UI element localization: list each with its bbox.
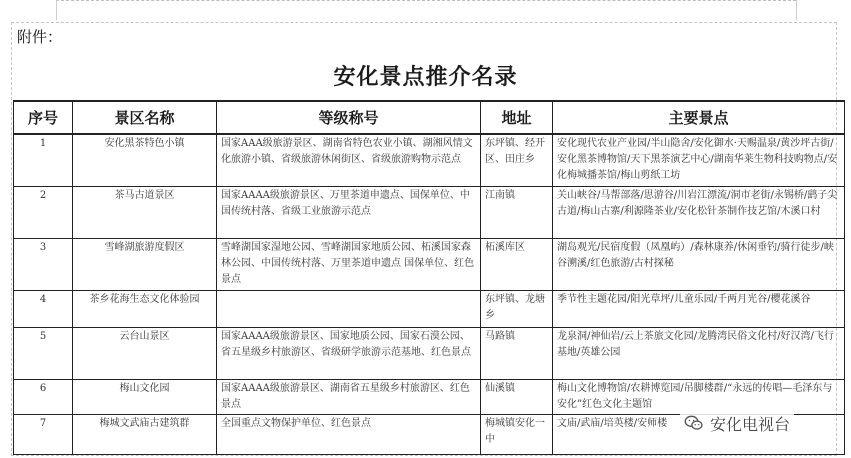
column-header-attractions: 主要景点 — [553, 101, 845, 134]
page-crop-line — [56, 0, 796, 1]
crop-mark-left — [56, 0, 57, 20]
attractions-table — [13, 100, 845, 455]
cell-grade — [217, 290, 481, 327]
cell-no: 4 — [14, 290, 73, 327]
channel-watermark — [680, 412, 794, 434]
cell-attractions: 季节性主题花园/阳光草坪/儿童乐园/千两月光谷/樱花溪谷 — [553, 290, 845, 327]
cell-attractions: 湖岛观光/民宿度假（凤凰屿）/森林康养/休闲垂钓/骑行徒步/峡谷溯溪/红色旅游/古村探秘 — [553, 238, 845, 290]
cell-attractions: 梅山文化博物馆/农耕博览园/吊脚楼群/“永远的传唱—毛泽东与安化”红色文化主题馆 — [553, 379, 845, 414]
watermark-text: 安化电视台 — [710, 414, 791, 434]
table-header-row — [14, 101, 845, 134]
column-header-no: 序号 — [14, 101, 73, 134]
cell-attractions: 龙泉洞/神仙岩/云上茶旅文化园/龙腾湾民俗文化村/好汉湾/飞行基地/英雄公园 — [553, 327, 845, 379]
cell-name: 云台山景区 — [73, 327, 217, 379]
table-row — [14, 238, 845, 290]
cell-name: 雪峰湖旅游度假区 — [73, 238, 217, 290]
cell-grade: 国家AAAA级旅游景区、湖南省五星级乡村旅游区、红色景点 — [217, 379, 481, 414]
cell-address: 柘溪库区 — [481, 238, 553, 290]
cell-no: 6 — [14, 379, 73, 414]
cell-address: 东坪镇、经开区、田庄乡 — [481, 134, 553, 186]
cell-no: 1 — [14, 134, 73, 186]
cell-attractions: 文庙/武庙/培英楼/安师楼 — [553, 414, 845, 454]
crop-mark-right — [796, 0, 797, 20]
cell-grade: 国家AAAA级旅游景区、国家地质公园、国家石漠公园、省五星级乡村旅游区、省级研学旅游示范基地、红色景点 — [217, 327, 481, 379]
table-row — [14, 290, 845, 327]
cell-no: 7 — [14, 414, 73, 454]
cell-address: 梅城镇安化一中 — [481, 414, 553, 454]
cell-name: 梅山文化园 — [73, 379, 217, 414]
cell-attractions: 安化现代农业产业园/半山隐舍/安化御水·天赐温泉/黄沙坪古街/安化黑茶博物馆/天下黑茶演艺中心/湖南华莱生物科技购物点/安化梅城播茶馆/梅山剪纸工坊 — [553, 134, 845, 186]
cell-grade: 国家AAA级旅游景区、湖南省特色农业小镇、湖湘风情文化旅游小镇、省级旅游休闲街区、省级旅游购物示范点 — [217, 134, 481, 186]
cell-name: 茶乡花海生态文化体验园 — [73, 290, 217, 327]
cell-grade: 全国重点文物保护单位、红色景点 — [217, 414, 481, 454]
cell-no: 3 — [14, 238, 73, 290]
cell-no: 5 — [14, 327, 73, 379]
page-title: 安化景点推介名录 — [333, 65, 518, 90]
attachment-label: 附件： — [17, 28, 63, 46]
table-row — [14, 186, 845, 238]
cell-address: 江南镇 — [481, 186, 553, 238]
cell-name: 梅城文武庙古建筑群 — [73, 414, 217, 454]
table-row — [14, 134, 845, 186]
table-row — [14, 327, 845, 379]
cell-address: 仙溪镇 — [481, 379, 553, 414]
table-row — [14, 379, 845, 414]
column-header-address: 地址 — [481, 101, 553, 134]
cell-address: 马路镇 — [481, 327, 553, 379]
column-header-name: 景区名称 — [73, 101, 217, 134]
cell-attractions: 关山峡谷/马帮部落/思游谷/川岩江漂流/洞市老街/永锡桥/鹞子尖古道/梅山古寨/利源隆茶业/安化松针茶制作技艺馆/木溪口村 — [553, 186, 845, 238]
cell-no: 2 — [14, 186, 73, 238]
wechat-icon — [684, 413, 704, 433]
cell-grade: 国家AAAA级旅游景区、万里茶道申遗点、国保单位、中国传统村落、省级工业旅游示范点 — [217, 186, 481, 238]
cell-address: 东坪镇、龙塘乡 — [481, 290, 553, 327]
column-header-grade: 等级称号 — [217, 101, 481, 134]
cell-name: 茶马古道景区 — [73, 186, 217, 238]
cell-name: 安化黑茶特色小镇 — [73, 134, 217, 186]
cell-grade: 雪峰湖国家湿地公园、雪峰湖国家地质公园、柘溪国家森林公园、中国传统村落、万里茶道申遗点 国保单位、红色景点 — [217, 238, 481, 290]
